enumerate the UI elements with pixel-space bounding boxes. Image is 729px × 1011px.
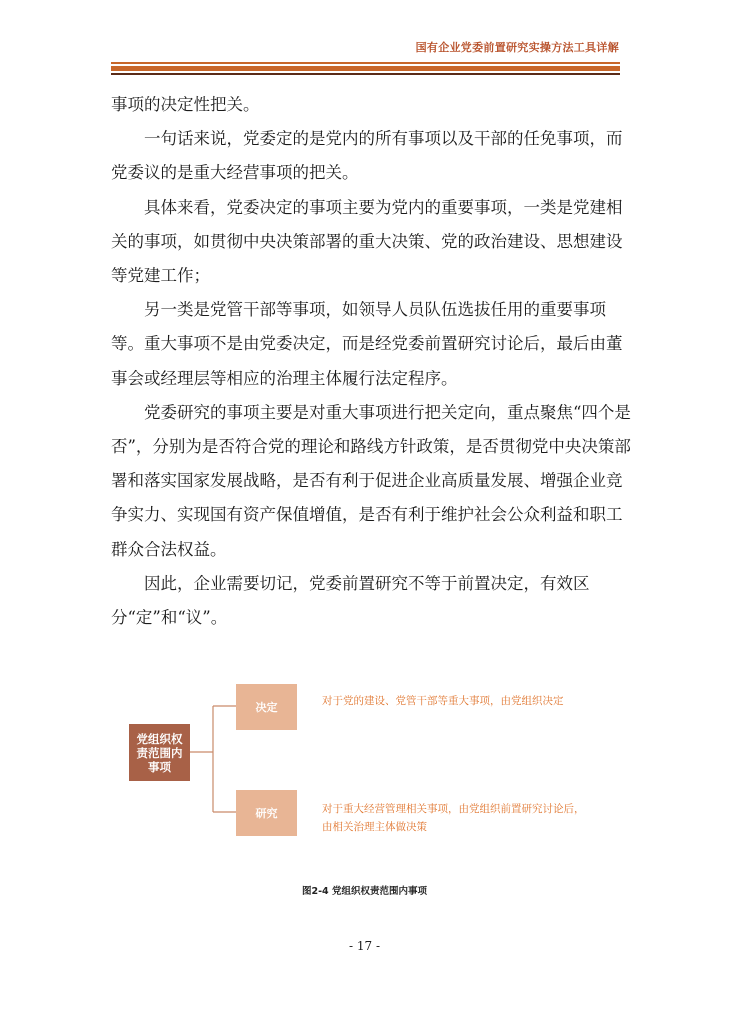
branch-research-box [236,790,297,836]
root-label-line2: 责范围内 [136,745,183,760]
branch-research-desc-line2: 由相关治理主体做决策 [322,821,427,833]
branch-decide-desc: 对于党的建设、党管干部等重大事项，由党组织决定 [322,695,564,707]
branch-research-desc [322,800,585,836]
root-label-line1: 党组织权 [136,731,183,746]
paragraph-1: 事项的决定性把关。 [111,95,260,114]
branch-decide-label: 决定 [255,701,278,714]
paragraph-3: 具体来看，党委决定的事项主要为党内的重要事项，一类是党建相关的事项，如贯彻中央决策部署的重大决策、党的政治建设、思想建设等党建工作； [111,197,623,286]
figure-caption: 图2-4 党组织权责范围内事项 [302,886,427,897]
root-label-line3: 事项 [148,759,171,774]
branch-decide-box [236,684,297,730]
paragraph-2: 一句话来说，党委定的是党内的所有事项以及干部的任免事项，而党委议的是重大经营事项的把关。 [111,129,623,183]
paragraph-4: 另一类是党管干部等事项，如领导人员队伍选拔任用的重要事项等。重大事项不是由党委决定，而是经党委前置研究讨论后，最后由董事会或经理层等相应的治理主体履行法定程序。 [111,300,623,388]
paragraph-5: 党委研究的事项主要是对重大事项进行把关定向，重点聚焦“四个是否”，分别为是否符合党的理论和路线方针政策，是否贯彻党中央决策部署和落实国家发展战略，是否有利于促进企业高质量发展、增强企业竞争实力、实现国有资产保值增值，是否有利于维护社会公众利益和职工群众合法权益。 [111,402,631,559]
root-box [129,724,190,781]
paragraph-6: 因此，企业需要切记，党委前置研究不等于前置决定，有效区分“定”和“议”。 [111,573,590,628]
page-number: - 17 - [348,939,380,953]
branch-research-desc-line1: 对于重大经营管理相关事项，由党组织前置研究讨论后， [322,803,585,815]
header-title: 国有企业党委前置研究实操方法工具详解 [415,41,619,54]
connector-lines [190,706,236,812]
branch-research-label: 研究 [255,807,278,820]
